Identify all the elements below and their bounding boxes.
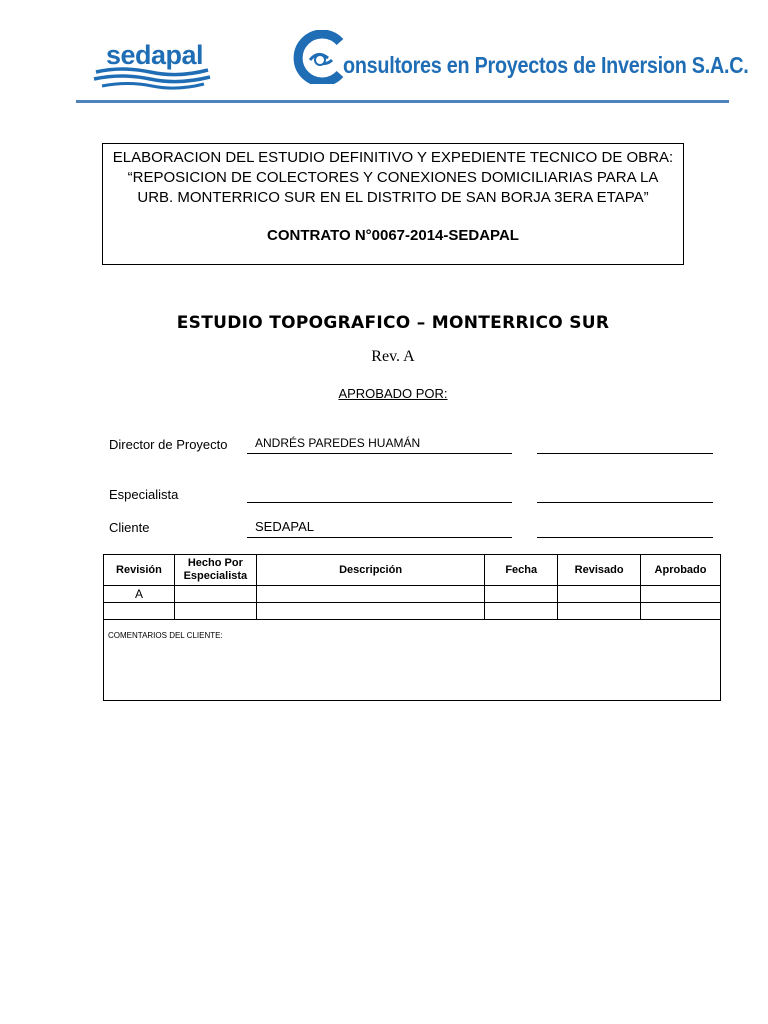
table-cell (485, 603, 558, 620)
table-cell (104, 603, 175, 620)
study-title: ESTUDIO TOPOGRAFICO – MONTERRICO SUR (176, 313, 610, 333)
wave-icon (92, 66, 212, 92)
table-row (104, 603, 721, 620)
column-header-made-by-line2: Especialista (183, 570, 248, 582)
document-header (0, 0, 768, 105)
approved-by-heading: APROBADO POR: (338, 386, 448, 401)
client-name-line (247, 537, 512, 538)
director-value: ANDRÉS PAREDES HUAMÁN (255, 436, 421, 450)
client-value: SEDAPAL (255, 519, 315, 534)
column-header-made-by-line1: Hecho Por (187, 557, 243, 569)
table-cell (174, 603, 256, 620)
column-header-approved: Aprobado (641, 555, 721, 586)
project-title-box (102, 143, 684, 265)
director-signature-line (537, 453, 713, 454)
table-cell (641, 586, 721, 603)
client-comments-box (103, 620, 721, 701)
c-swirl-icon (290, 30, 346, 84)
table-cell (558, 603, 641, 620)
column-header-date: Fecha (485, 555, 558, 586)
specialist-label: Especialista (109, 487, 179, 502)
project-title-line2: “REPOSICION DE COLECTORES Y CONEXIONES DOMICILIARIAS PARA LA (127, 169, 659, 186)
header-rule (76, 100, 729, 103)
table-cell (641, 603, 721, 620)
table-header-row (104, 555, 721, 586)
sedapal-logo-text: sedapal (106, 40, 204, 70)
specialist-signature-line (537, 502, 713, 503)
revision-label: Rev. A (371, 348, 415, 365)
director-label: Director de Proyecto (109, 437, 228, 452)
consultores-logo-text: onsultores en Proyectos de Inversion S.A.C. (343, 52, 749, 78)
client-label: Cliente (109, 520, 150, 535)
column-header-reviewed: Revisado (558, 555, 641, 586)
table-cell: A (104, 586, 175, 603)
contract-number: CONTRATO N°0067-2014-SEDAPAL (267, 227, 519, 244)
column-header-description: Descripción (256, 555, 484, 586)
table-cell (256, 603, 484, 620)
revision-table (103, 554, 721, 620)
specialist-name-line (247, 502, 512, 503)
client-comments-label: COMENTARIOS DEL CLIENTE: (108, 631, 223, 640)
table-cell (485, 586, 558, 603)
project-title-line1: ELABORACION DEL ESTUDIO DEFINITIVO Y EXPEDIENTE TECNICO DE OBRA: (112, 149, 674, 166)
column-header-made-by (174, 555, 256, 586)
table-cell (256, 586, 484, 603)
director-name-line (247, 453, 512, 454)
column-header-revision: Revisión (104, 555, 175, 586)
table-cell (558, 586, 641, 603)
table-row (104, 586, 721, 603)
project-title-line3: URB. MONTERRICO SUR EN EL DISTRITO DE SAN BORJA 3ERA ETAPA” (137, 189, 649, 206)
table-cell (174, 586, 256, 603)
consultores-logo (290, 28, 749, 88)
client-signature-line (537, 537, 713, 538)
sedapal-logo (92, 40, 212, 92)
